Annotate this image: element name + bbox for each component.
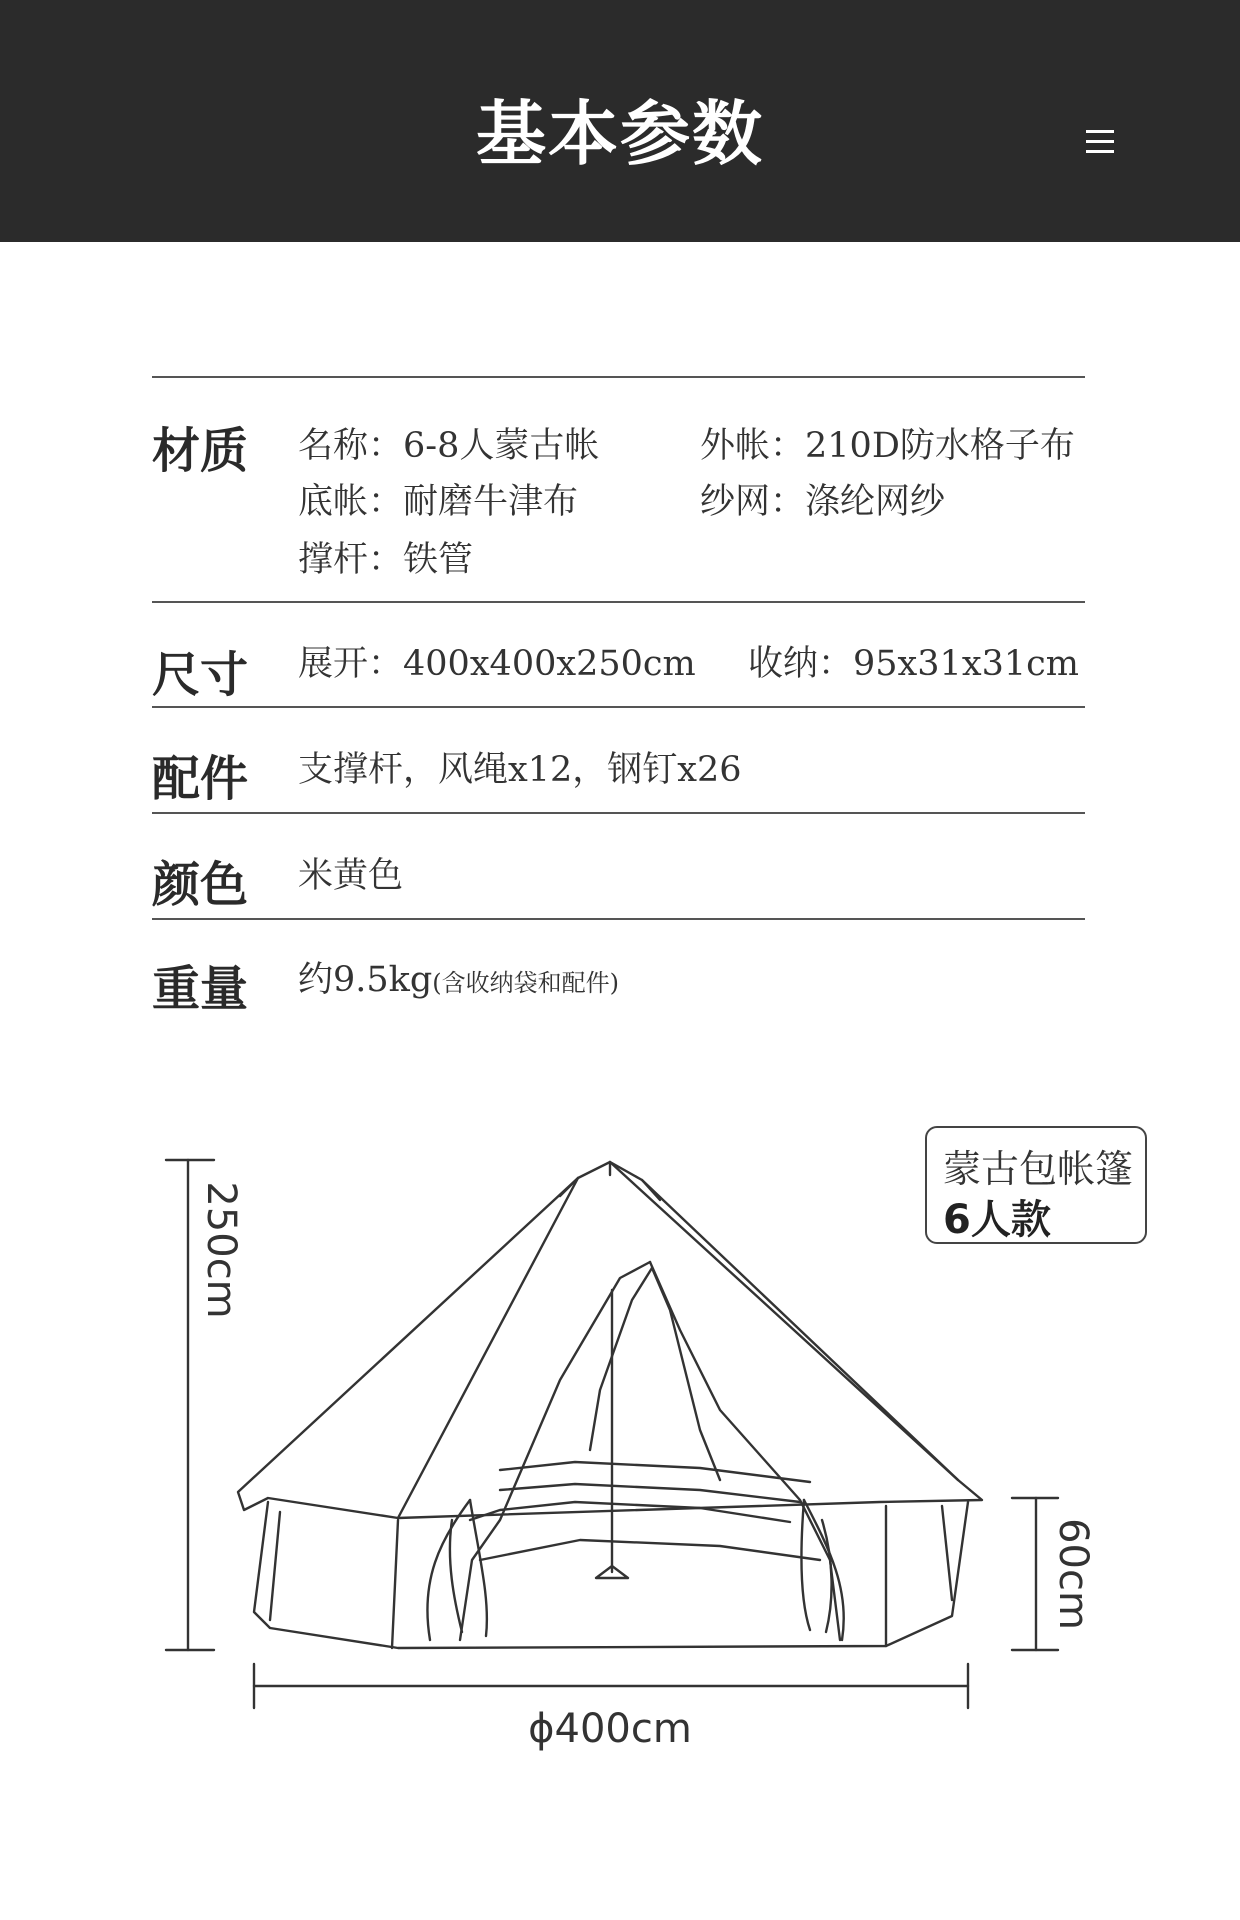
- divider: [152, 706, 1085, 708]
- spec-key: 撑杆：: [298, 540, 404, 580]
- spec-floor: [298, 474, 578, 524]
- badge-model: 6人款: [943, 1197, 1051, 1243]
- spec-value: 6-8人蒙古帐: [403, 426, 600, 466]
- page-title: 基本参数: [476, 92, 764, 175]
- spec-mesh: [700, 474, 945, 524]
- spec-value: 铁管: [403, 540, 474, 580]
- spec-outer-tent: [700, 418, 1075, 468]
- weight-note: (含收纳袋和配件): [432, 969, 620, 997]
- height-label: 250cm: [198, 1181, 244, 1319]
- header-bar: [0, 0, 1240, 242]
- spec-value: 95x31x31cm: [853, 644, 1079, 684]
- wall-label: 60cm: [1050, 1518, 1096, 1630]
- diameter-dimension: [254, 1664, 968, 1708]
- badge-title: 蒙古包帐篷: [943, 1147, 1134, 1191]
- tent-outline: [238, 1162, 982, 1648]
- spec-value: 400x400x250cm: [403, 644, 696, 684]
- spec-pole: [298, 532, 473, 582]
- color-label: 颜色: [152, 857, 249, 913]
- spec-key: 外帐：: [700, 426, 806, 466]
- spec-value: 涤纶网纱: [805, 482, 946, 522]
- tent-diagram: [0, 1100, 1240, 1800]
- accessories-value: 支撑杆，风绳x12，钢钉x26: [298, 750, 742, 790]
- weight-value: [298, 952, 619, 1002]
- divider: [152, 601, 1085, 603]
- spec-value: 210D防水格子布: [805, 426, 1075, 466]
- weight-label: 重量: [152, 961, 249, 1017]
- weight-amount: 约9.5kg: [298, 960, 433, 1000]
- spec-key: 收纳：: [748, 644, 854, 684]
- spec-key: 展开：: [298, 644, 404, 684]
- spec-name: [298, 418, 599, 468]
- spec-key: 纱网：: [700, 482, 806, 522]
- spec-value: 耐磨牛津布: [403, 482, 579, 522]
- material-label: 材质: [152, 423, 249, 479]
- color-value: 米黄色: [298, 856, 404, 896]
- divider: [152, 812, 1085, 814]
- spec-key: 底帐：: [298, 482, 404, 522]
- spec-packed-size: [748, 636, 1079, 686]
- size-label: 尺寸: [152, 647, 249, 703]
- divider: [152, 376, 1085, 378]
- menu-icon[interactable]: [1086, 130, 1114, 154]
- accessories-label: 配件: [152, 751, 249, 807]
- spec-open-size: [298, 636, 696, 686]
- spec-key: 名称：: [298, 426, 404, 466]
- divider: [152, 918, 1085, 920]
- diameter-label: ϕ400cm: [528, 1706, 692, 1752]
